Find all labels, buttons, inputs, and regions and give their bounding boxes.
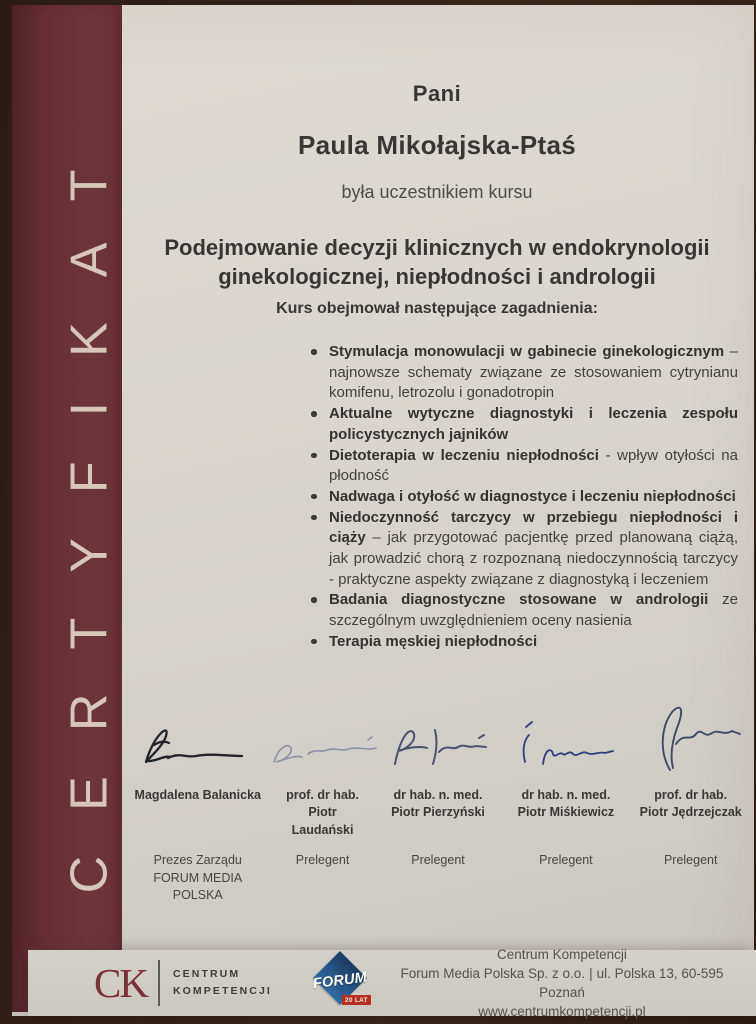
topic-item <box>304 404 738 445</box>
topic-bold-text: Dietoterapia w leczeniu niepłodności <box>329 446 599 464</box>
topic-rest-text: – najnowsze schematy związane ze stosowaniem cytrynianu komifenu, letrozolu i gonadotropin <box>329 343 739 402</box>
topics-heading: Kurs obejmował następujące zagadnienia: <box>276 300 598 318</box>
signature-ink-balanicka <box>130 712 262 778</box>
signatory-names-row <box>126 787 750 839</box>
ck-monogram-logo: CK <box>94 959 147 1006</box>
signatory-role: Prezes Zarządu FORUM MEDIA POLSKA <box>153 853 243 902</box>
footer-contact-block <box>378 945 756 1022</box>
topic-item <box>304 487 738 508</box>
topic-item <box>304 632 738 653</box>
signatory-name: prof. dr hab. Piotr Jędrzejczak <box>639 788 742 820</box>
forum-wordmark: FORUM <box>312 969 368 993</box>
course-title <box>122 233 752 291</box>
topic-bold-text: Niedoczynność tarczycy w przebiegu niepłodności i ciąży <box>329 508 738 547</box>
footer-divider <box>158 960 160 1006</box>
signatory-name: dr hab. n. med. Piotr Pierzyński <box>391 788 485 820</box>
topic-bold-text: Stymulacja monowulacji w gabinecie ginekologicznym <box>329 343 725 361</box>
footer-company: Forum Media Polska Sp. z o.o. <box>400 965 586 981</box>
signatory-role: Prelegent <box>295 853 350 867</box>
recipient-name: Paula Mikołajska-Ptaś <box>298 130 576 160</box>
footer-street: ul. Polska 13, 60-595 Poznań <box>539 965 724 1000</box>
topic-rest-text: – jak przygotować pacjentkę przed planowaną ciążą, jak prowadzić chorą z rozpoznaną niedoczynnością tarczycy - praktyczne aspekty związane z diagnostyką i leczeniem <box>329 529 738 588</box>
signatory-role: Prelegent <box>411 853 465 867</box>
centrum-kompetencji-wordmark <box>173 966 272 1001</box>
topic-rest-text: - wpływ otyłości na płodność <box>329 446 738 485</box>
signatory-name: prof. dr hab. Piotr Laudański <box>286 788 360 837</box>
signature-miskiewicz <box>506 716 634 778</box>
topic-bold-text: Aktualne wytyczne diagnostyki i leczenia zespołu policystycznych jajników <box>329 405 738 443</box>
topic-bold-text: Nadwaga i otyłość w diagnostyce i leczeniu niepłodności <box>329 487 736 505</box>
signatory-name: dr hab. n. med. Piotr Miśkiewicz <box>517 788 615 820</box>
footer-address-line <box>378 964 746 1002</box>
footer-separator: | <box>589 965 593 981</box>
course-title-line2: ginekologicznej, niepłodności i andrologii <box>218 264 656 290</box>
ck-wordmark-line1: CENTRUM <box>172 967 241 980</box>
signatures-row <box>126 698 750 778</box>
topic-item <box>304 508 738 591</box>
salutation: Pani <box>412 81 462 106</box>
footer-website: www.centrumkompetencji.pl <box>478 1004 646 1020</box>
signature-balanicka <box>126 712 266 778</box>
certificate-side-band <box>12 5 122 1012</box>
topic-rest-text: ze szczególnym uwzględnieniem oceny nasienia <box>329 591 738 629</box>
topic-item <box>304 590 738 631</box>
footer-bar <box>28 946 756 1020</box>
topic-bold-text: Terapia męskiej niepłodności <box>329 632 538 650</box>
signatory-name: Magdalena Balanicka <box>134 788 261 802</box>
signatory-role: Prelegent <box>663 853 718 867</box>
course-title-line1: Podejmowanie decyzji klinicznych w endokrynologii <box>164 235 710 260</box>
signature-laudanski <box>266 718 384 778</box>
signature-ink-laudanski <box>266 718 384 778</box>
topic-item <box>304 446 738 487</box>
ck-wordmark-line2: KOMPETENCJI <box>172 985 272 997</box>
certificate-body <box>122 5 752 652</box>
forum-logo <box>306 952 378 1014</box>
signature-jedrzejczak <box>634 700 750 778</box>
signature-pierzynski <box>384 716 506 778</box>
certyfikat-vertical-label: CERTYFIKAT <box>60 124 119 893</box>
forum-20lat-badge: 20 LAT <box>342 995 371 1005</box>
signature-ink-jedrzejczak <box>634 700 750 778</box>
signature-ink-pierzynski <box>385 716 505 778</box>
topic-bold-text: Badania diagnostyczne stosowane w andrologii <box>329 591 709 609</box>
topics-list <box>304 342 738 652</box>
signatory-role: Prelegent <box>539 853 593 867</box>
signatory-roles-row <box>126 852 750 905</box>
signature-ink-miskiewicz <box>509 716 631 778</box>
footer-org-name: Centrum Kompetencji <box>497 946 627 962</box>
topic-item <box>304 342 738 404</box>
participation-subtitle: była uczestnikiem kursu <box>341 182 533 202</box>
